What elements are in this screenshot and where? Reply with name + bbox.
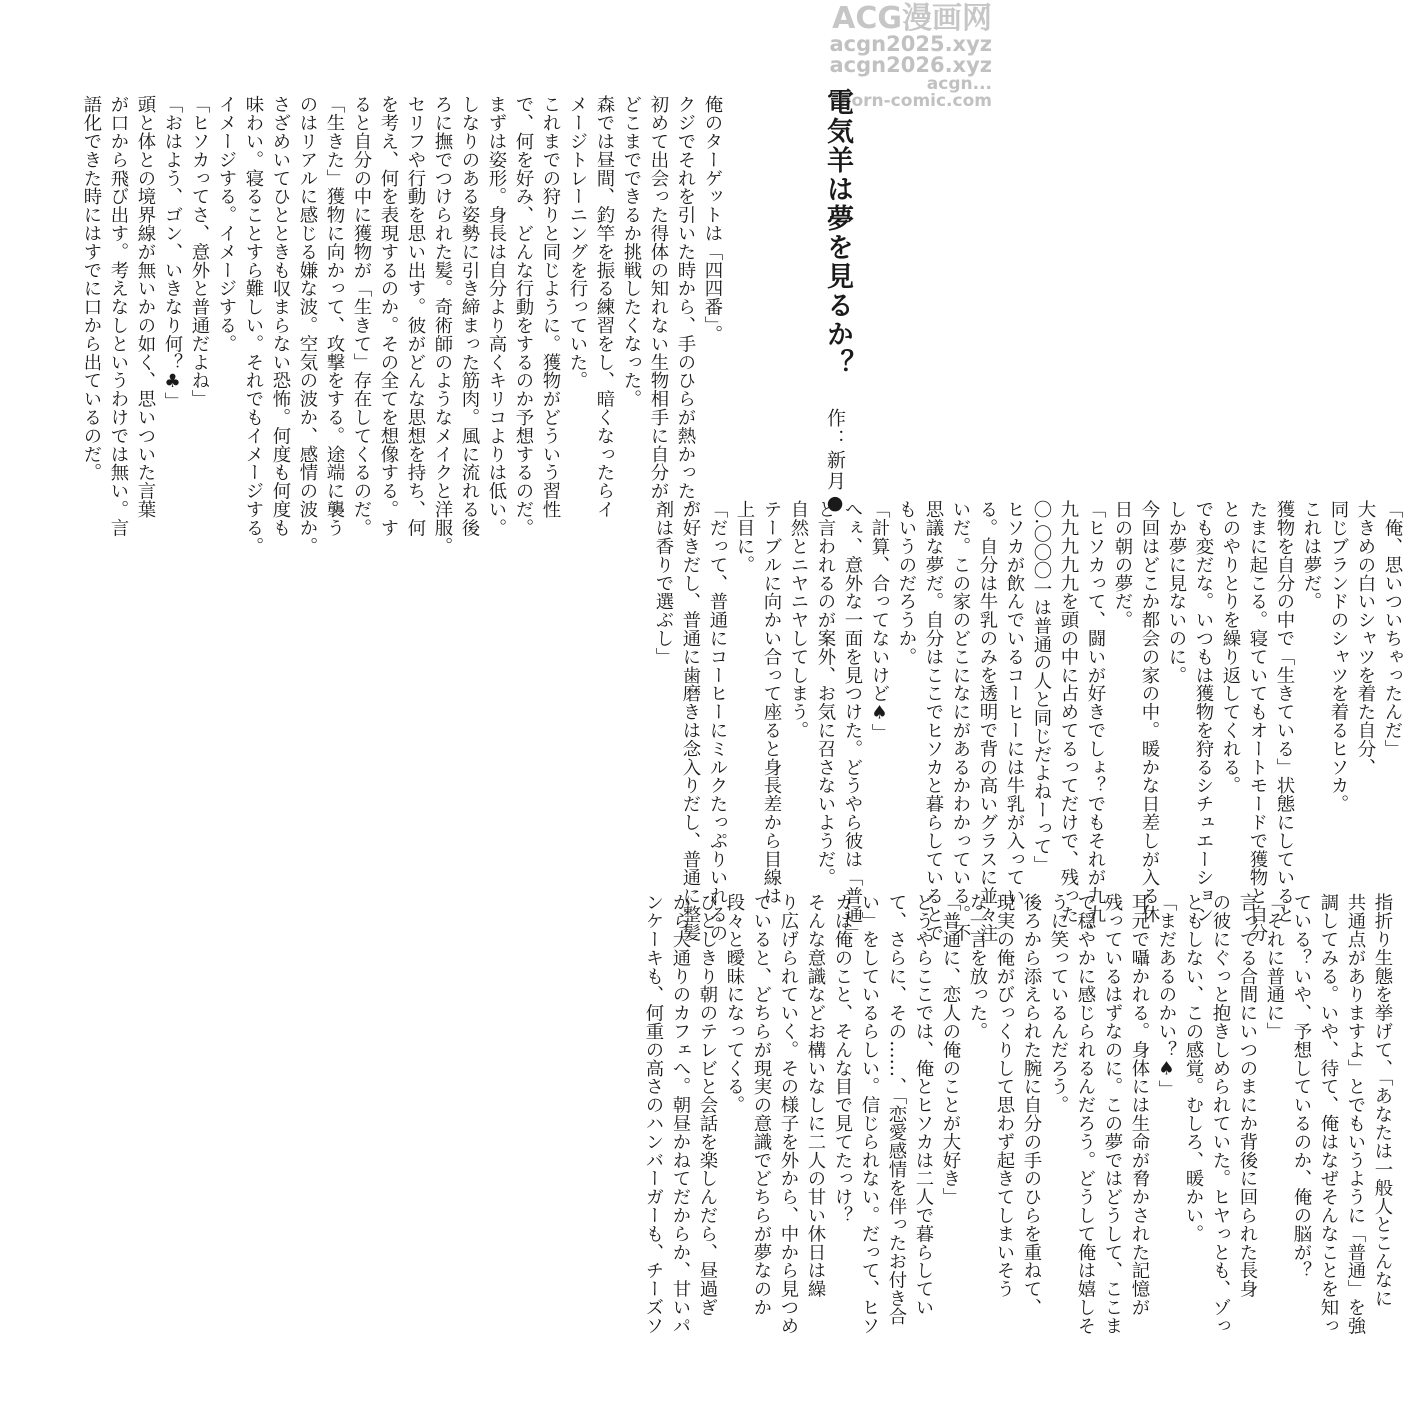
text-line: ンケーキも、何重の高さのハンバーガーも、チーズソ [643,893,664,1335]
text-line: しなりのある姿勢に引き締まった筋肉。風に流れる後 [459,95,480,537]
text-line: 現実の俺がびっくりして思わず起きてしまいそう [994,893,1015,1298]
text-line: 「ヒソカって、闘いが好きでしょ？でもそれが九九. [1085,500,1106,930]
text-line: 「それに普通に」 [1264,893,1285,1041]
text-line: 〇.〇〇〇一は普通の人と同じだよねーって」 [1031,500,1052,874]
text-line: 「まだあるのかい？♠」 [1156,893,1177,1098]
text-line: 「おはよう、ゴン、いきなり何？♣」 [162,95,183,411]
text-line: と言われるのが案外、お気に召さないようだ。 [815,500,836,887]
text-line: 共通点がありますよ」とでもいうように「普通」を強 [1345,893,1366,1335]
text-line: さざめいてひとときも収まらない恐怖。何度も何度も [270,95,291,537]
text-line: な一言を放った。 [967,893,988,1041]
text-line: 森では昼間、釣竿を振る練習をし、暗くなったらイ [594,95,615,519]
text-line: 剤は香りで選ぶし」 [653,500,674,666]
text-line: テーブルに向かい合って座ると身長差から目線は [761,500,782,905]
text-line: 「俺、思いついちゃったんだ」 [1382,500,1403,758]
text-line: そんな意識などお構いなしに二人の甘い休日は繰 [805,893,826,1298]
text-line: 味わい。寝ることすら難しい。それでもイメージする。 [243,95,264,555]
text-line: 上目に。 [734,500,755,574]
text-line: 同じブランドのシャツを着るヒソカ。 [1328,500,1349,813]
watermark-logo: ACG漫画网 [832,1,992,36]
text-line: 俺のターゲットは「四四番」。 [702,95,723,344]
text-line: 語化できた時にはすでに口から出ているのだ。 [81,95,102,482]
text-line: でも変だな。いつもは獲物を狩るシチュエーション [1193,500,1214,924]
text-line: を考え、何を表現するのか。その全てを想像する。す [378,95,399,537]
text-line: いだ。この家のどこになにがあるかわかっている。不 [950,500,971,942]
text-line: る。自分は牛乳のみを透明で背の高いグラスに並々注 [977,500,998,942]
watermark-url-4: porn-comic.com [839,91,992,111]
text-line: 耳元で囁かれる。身体には生命が脅かされた記憶が [1129,893,1150,1317]
text-line: どうやらここでは、俺とヒソカは二人で暮らしてい [913,893,934,1317]
text-line: ともしない、この感覚。むしろ、暖かい。 [1183,893,1204,1243]
text-line: メージトレーニングを行っていた。 [567,95,588,390]
text-line: 言ってる合間にいつのまにか背後に回られた長身 [1237,893,1258,1298]
text-line: 今回はどこか都会の家の中。暖かな日差しが入る休 [1139,500,1160,924]
text-line: ている？いや、予想しているのか、俺の脳が？ [1291,893,1312,1280]
text-line: 指折り生態を挙げて、「あなたは一般人とこんなに [1372,893,1393,1307]
text-line: で、何を好み、どんな行動をするのか予想するのだ。 [513,95,534,537]
text-line: もいうのだろうか。 [896,500,917,666]
text-line: ひとしきり朝のテレビと会話を楽しんだら、昼過ぎ [697,893,718,1317]
text-line: 調してみる。いや、待て、俺はなぜそんなことを知っ [1318,893,1339,1335]
text-line: の彼にぐっと抱きしめられていた。ヒヤっとも、ゾっ [1210,893,1231,1335]
text-line: 日の朝の夢だ。 [1112,500,1133,629]
text-line: たまに起こる。寝ていてもオートモードで獲物と自分 [1247,500,1268,942]
text-line: い」をしているらしい。信じられない。だって、ヒソ [859,893,880,1335]
text-line: まずは姿形。身長は自分より高くキリコよりは低い。 [486,95,507,537]
text-line: カは俺のこと、そんな目で見てたっけ？ [832,893,853,1225]
text-line: 獲物を自分の中で「生きている」状態にしていると [1274,500,1295,924]
text-block-top-left [78,95,726,765]
text-line: 初めて出会った得体の知れない生物相手に自分が [648,95,669,500]
text-line: で穏やかに感じられるんだろう。どうして俺は嬉しそ [1075,893,1096,1335]
text-line: が好きだし、普通に歯磨きは念入りだし、普通に整髪 [680,500,701,942]
watermark-url-3: acgn... [926,74,992,94]
text-line: ヒソカが飲んでいるコーヒーには牛乳が入ってい [1004,500,1025,905]
text-line: 「計算、合ってないけど♠」 [869,500,890,742]
text-line: 段々と曖昧になってくる。 [724,893,745,1114]
text-block-bottom-left [640,893,1396,1393]
text-line: へぇ、意外な一面を見つけた。どうやら彼は「普通」 [842,500,863,942]
text-line: うに笑っているんだろう。 [1048,893,1069,1114]
text-line: り広げられていく。その様子を外から、中から見つめ [778,893,799,1335]
text-line: イメージする。イメージする。 [216,95,237,353]
author-credit: 作：新月● [824,408,846,516]
text-line: 「だって、普通にコーヒーにミルクたっぷりいれるの [707,500,728,942]
text-line: から大通りのカフェへ。朝昼かねてだからか、甘いパ [670,893,691,1335]
story-title: 電気羊は夢を見るか？ [822,88,853,378]
text-line: しか夢に見ないのに。 [1166,500,1187,684]
text-line: が口から飛び出す。考えなしというわけでは無い。言 [108,95,129,537]
text-line: のはリアルに感じる嫌な波。空気の波か、感情の波か。 [297,95,318,555]
text-line: ていると、どちらが現実の意識でどちらが夢なのか [751,893,772,1317]
text-line: 「普通に、恋人の俺のことが大好き」 [940,893,961,1206]
text-line: ろに撫でつけられた髪。奇術師のようなメイクと洋服。 [432,95,453,555]
text-line: 自然とニヤニヤしてしまう。 [788,500,809,740]
text-line: 頭と体との境界線が無いかの如く、思いついた言葉 [135,95,156,519]
text-line: 思議な夢だ。自分はここでヒソカと暮らしているとで [923,500,944,942]
watermark-url-1: acgn2025.xyz [829,32,992,56]
text-line: セリフや行動を思い出す。彼がどんな思想を持ち、何 [405,95,426,537]
text-line: これまでの狩りと同じように。獲物がどういう習性 [540,95,561,519]
text-line: どこまでできるか挑戦したくなった。 [621,95,642,408]
text-line: 大きめの白いシャツを着た自分、 [1355,500,1376,776]
watermark-url-2: acgn2026.xyz [829,53,992,77]
text-line: 「ヒソカってさ、意外と普通だよね」 [189,95,210,408]
text-line: ると自分の中に獲物が「生きて」存在してくるのだ。 [351,95,372,537]
text-line: 「生きた」獲物に向かって、攻撃をする。途端に襲う [324,95,345,537]
text-line: クジでそれを引いた時から、手のひらが熱かった。 [675,95,696,519]
text-line: これは夢だ。 [1301,500,1322,611]
text-line: 九九九九九を頭の中に占めてるってだけで、残った [1058,500,1079,924]
text-line: 残っているはずなのに。この夢ではどうして、ここま [1102,893,1123,1335]
text-line: て、さらに、その……、「恋愛感情を伴ったお付き合 [886,893,907,1326]
text-line: とのやりとりを繰り返してくれる。 [1220,500,1241,795]
text-line: 後ろから添えられた腕に自分の手のひらを重ねて、 [1021,893,1042,1317]
